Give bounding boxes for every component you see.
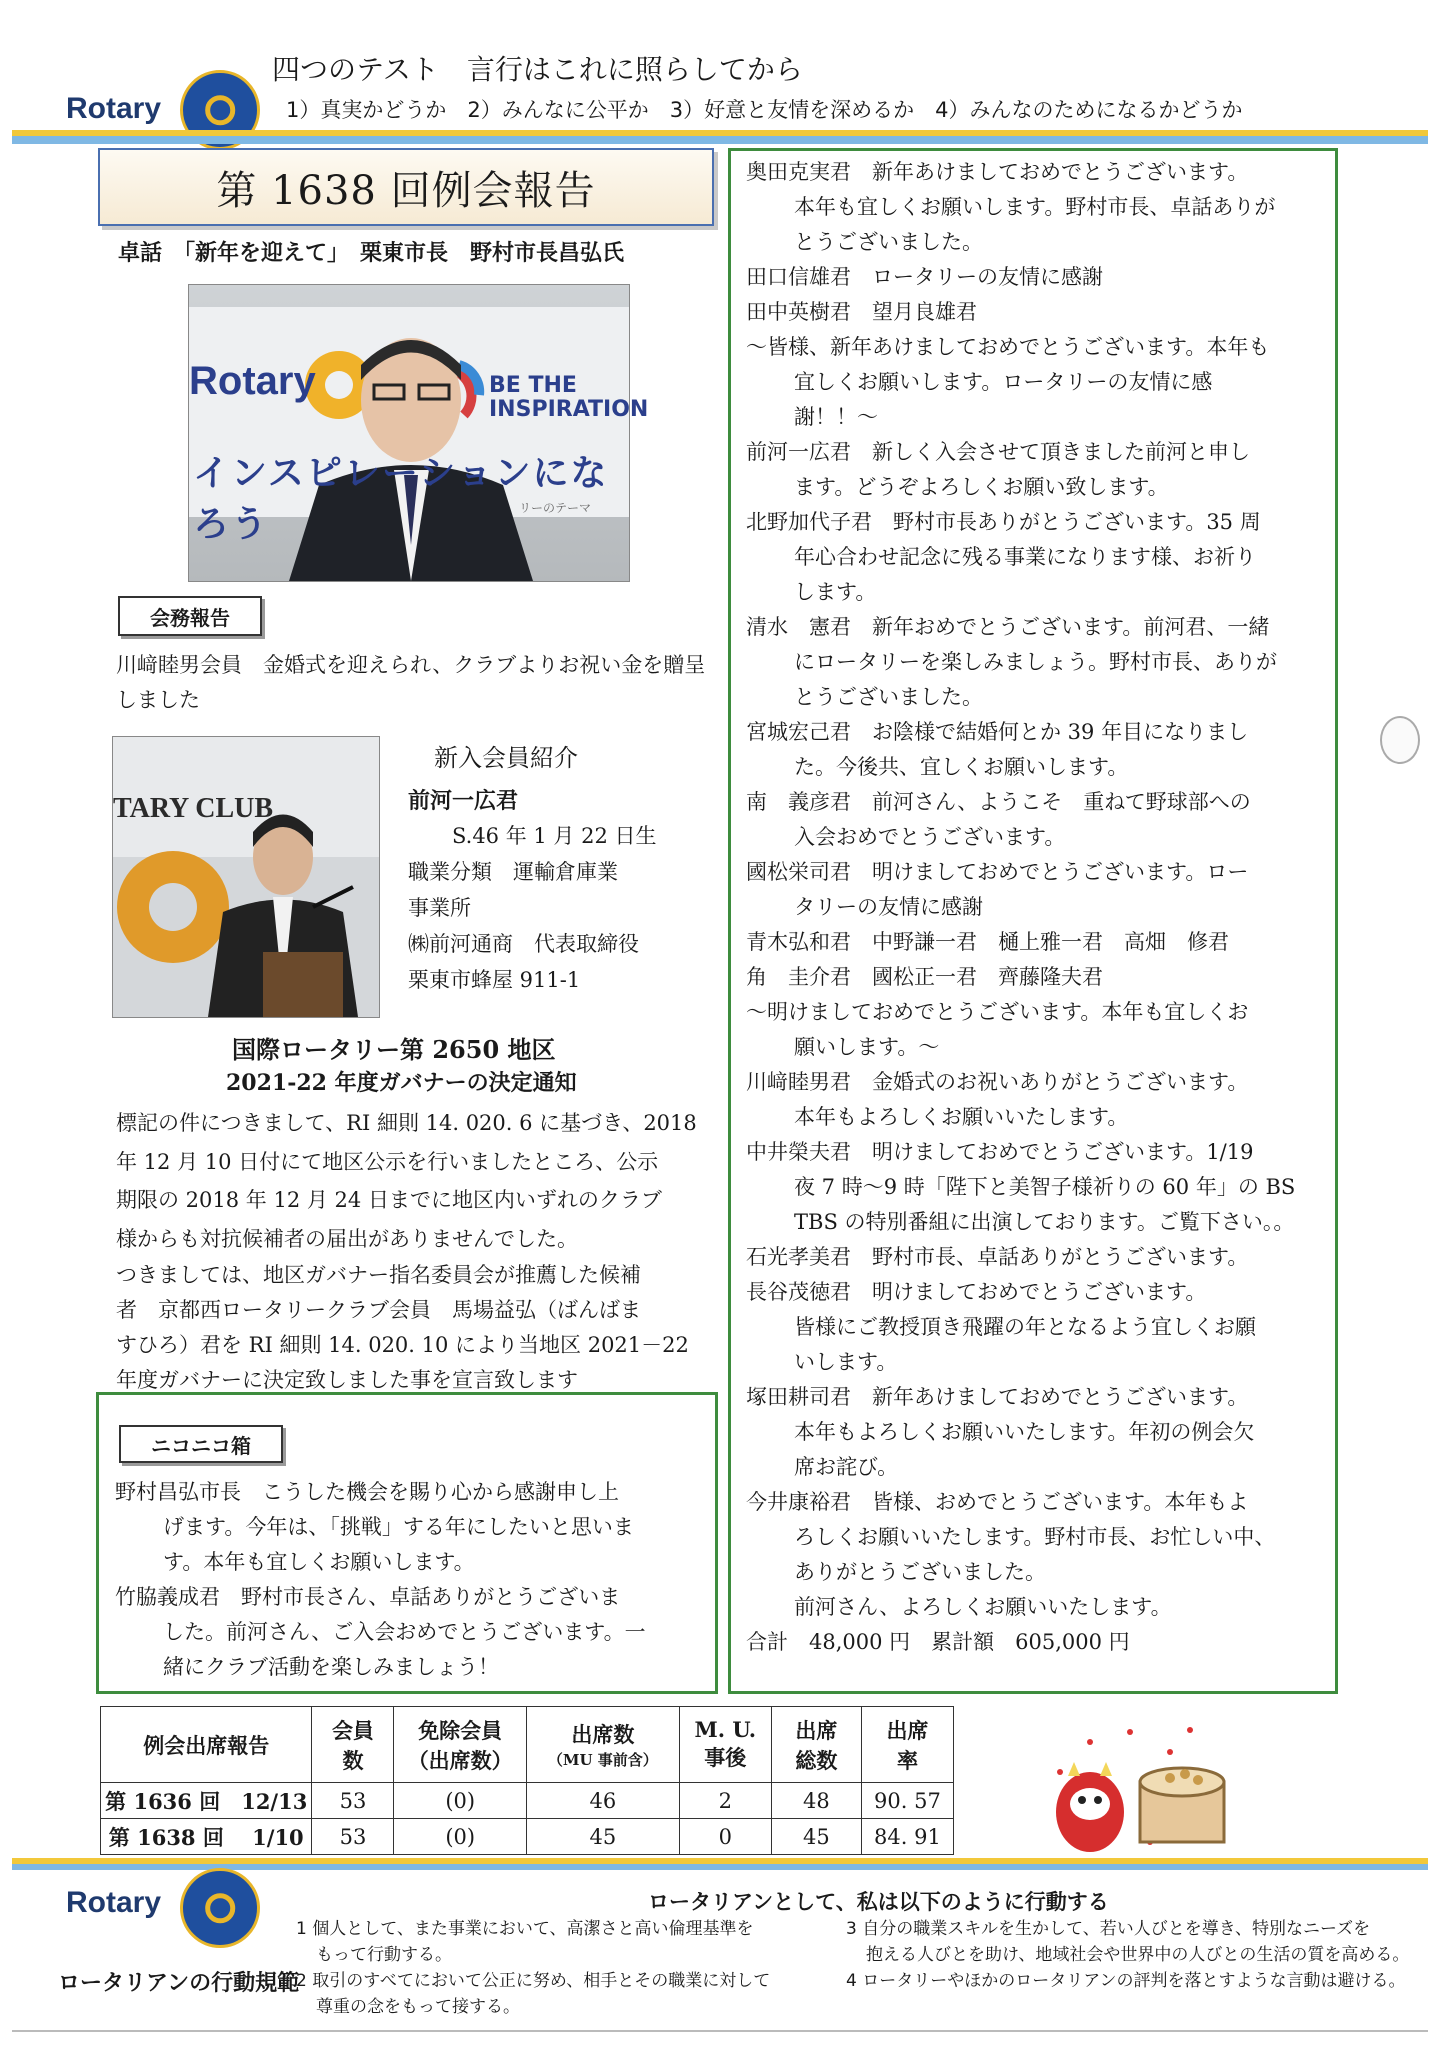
governor-line: 期限の 2018 年 12 月 24 日までに地区内いずれのクラブ <box>116 1188 662 1212</box>
niconico-line: した。前河さん、ご入会おめでとうございます。一 <box>163 1620 646 1644</box>
table-header-row <box>101 1707 954 1783</box>
code-item-line: 4 ロータリーやほかのロータリアンの評判を落とすような言動は避ける。 <box>846 1971 1406 1991</box>
message-line: 國松栄司君 明けましておめでとうございます。ロー <box>746 860 1249 884</box>
table-cell: 48 <box>771 1783 861 1819</box>
message-line: 田口信雄君 ロータリーの友情に感謝 <box>746 265 1103 289</box>
code-item-line: 1 個人として、また事業において、高潔さと高い倫理基準を <box>296 1919 754 1939</box>
message-line: ～皆様、新年あけましておめでとうございます。本年も <box>746 335 1270 359</box>
table-cell: 53 <box>312 1819 394 1855</box>
header-cell-line: 出席数 <box>571 1722 635 1747</box>
table-row <box>101 1783 954 1819</box>
message-line: 宮城宏己君 お陰様で結婚何とか 39 年目になりまし <box>746 720 1249 744</box>
header-cell <box>526 1707 679 1783</box>
message-line: 年心合わせ記念に残る事業になります様、お祈り <box>794 545 1256 569</box>
banner-rotary: Rotary <box>189 359 316 403</box>
message-line: 謝！！～ <box>794 405 878 429</box>
message-line: 塚田耕司君 新年あけましておめでとうございます。 <box>746 1385 1249 1409</box>
message-line: 入会おめでとうございます。 <box>794 825 1066 849</box>
niconico-label: ニコニコ箱 <box>119 1425 283 1463</box>
message-line: 北野加代子君 野村市長ありがとうございます。35 周 <box>746 510 1261 534</box>
new-member-office-label: 事業所 <box>408 896 471 920</box>
banner-japanese: インスピレーションになろう <box>193 453 609 545</box>
table-cell: 第 1636 回 12/13 <box>101 1783 312 1819</box>
message-line: 前河一広君 新しく入会させて頂きました前河と申し <box>746 440 1250 464</box>
new-member-photo <box>112 736 380 1018</box>
photo-club-text: TARY CLUB <box>113 793 274 824</box>
club-business-text: 川﨑睦男会員 金婚式を迎えられ、クラブよりお祝い金を贈呈しました <box>116 653 706 712</box>
new-year-illustration <box>1040 1722 1250 1862</box>
table-cell: 0 <box>679 1819 771 1855</box>
message-line: ありがとうございました。 <box>794 1560 1046 1584</box>
message-line: 中井榮夫君 明けましておめでとうございます。1/19 <box>746 1140 1254 1164</box>
message-line: TBS の特別番組に出演しております。ご覧下さい。。 <box>794 1210 1295 1234</box>
club-business-label: 会務報告 <box>118 596 262 636</box>
table-cell: 45 <box>526 1819 679 1855</box>
table-cell: 84. 91 <box>861 1819 953 1855</box>
header-cell-line: 免除会員 <box>418 1717 503 1743</box>
new-member-born: S.46 年 1 月 22 日生 <box>452 824 657 848</box>
footer-rotary-wheel-logo <box>180 1868 260 1948</box>
table-cell: 46 <box>526 1783 679 1819</box>
niconico-line: 緒にクラブ活動を楽しみましょう！ <box>163 1655 499 1679</box>
code-item-line: 3 自分の職業スキルを生かして、若い人びとを導き、特別なニーズを <box>846 1919 1371 1939</box>
code-item-line: もって行動する。 <box>316 1945 452 1965</box>
governor-line: 様からも対抗候補者の届出がありませんでした。 <box>116 1226 578 1251</box>
banner-inspiration: INSPIRATION <box>489 397 649 422</box>
message-line: 本年も宜しくお願いします。野村市長、卓話ありが <box>794 195 1276 219</box>
message-line: 角 圭介君 國松正一君 齊藤隆夫君 <box>746 965 1103 989</box>
niconico-line: 野村昌弘市長 こうした機会を賜り心から感謝申し上 <box>115 1480 619 1504</box>
code-item-3 <box>846 1916 1436 1968</box>
table-row <box>101 1819 954 1855</box>
speaker-photo <box>188 284 649 582</box>
message-line: します。 <box>794 580 877 604</box>
message-line: 本年もよろしくお願いいたします。 <box>794 1105 1129 1129</box>
message-line: 青木弘和君 中野謙一君 樋上雅一君 高畑 修君 <box>746 930 1229 954</box>
header-cell <box>861 1707 953 1783</box>
governor-text <box>116 1104 716 1398</box>
message-line: いします。 <box>794 1350 898 1374</box>
header-cell-line: 総数 <box>795 1747 838 1773</box>
header-cell-line: 事後 <box>704 1745 747 1770</box>
four-test-title: 四つのテスト 言行はこれに照らしてから <box>272 53 803 86</box>
message-line: 席お詫び。 <box>794 1455 899 1479</box>
report-title: 第 1638 回例会報告 <box>98 148 714 226</box>
header-cell: 例会出席報告 <box>101 1707 312 1783</box>
header-band-blue <box>12 136 1428 144</box>
message-line: 前河さん、よろしくお願いいたします。 <box>794 1595 1172 1619</box>
new-member-job: 職業分類 運輸倉庫業 <box>408 860 618 884</box>
message-line: ます。どうぞよろしくお願い致します。 <box>794 475 1169 499</box>
message-line: にロータリーを楽しみましょう。野村市長、ありが <box>794 650 1277 674</box>
table-cell: 45 <box>771 1819 861 1855</box>
governor-line: 年度ガバナーに決定致しました事を宣言致します <box>116 1368 578 1392</box>
message-line: とうございました。 <box>794 685 983 709</box>
new-member-company: ㈱前河通商 代表取締役 <box>408 932 639 956</box>
footer-rotary-text: Rotary <box>66 1886 162 1919</box>
header-cell-line: 率 <box>896 1747 918 1773</box>
header-cell <box>394 1707 527 1783</box>
code-item-line: 尊重の念をもって接する。 <box>316 1997 520 2017</box>
banner-small-text: リーのテーマ <box>519 501 592 515</box>
message-line: とうございました。 <box>794 230 983 254</box>
messages-list <box>746 155 1336 1660</box>
message-line: ろしくお願いいたします。野村市長、お忙しい中、 <box>794 1525 1276 1549</box>
niconico-line: 竹脇義成君 野村市長さん、卓話ありがとうございま <box>115 1585 621 1609</box>
new-member-name: 前河一広君 <box>408 788 519 814</box>
message-line: 夜 7 時～9 時「陛下と美智子様祈りの 60 年」の BS <box>794 1175 1296 1199</box>
rotary-logo-text: Rotary <box>66 92 162 125</box>
code-item-line: 抱える人びとを助け、地域社会や世界中の人びとの生活の質を高める。 <box>866 1945 1410 1965</box>
header-cell <box>771 1707 861 1783</box>
message-line: タリーの友情に感謝 <box>794 895 983 919</box>
code-heading: ロータリアンとして、私は以下のように行動する <box>648 1890 1109 1914</box>
banner-be-the: BE THE <box>489 373 577 398</box>
message-line: 皆様にご教授頂き飛躍の年となるよう宜しくお願 <box>794 1315 1256 1339</box>
header-cell-line: 出席 <box>886 1717 929 1743</box>
message-line: 本年もよろしくお願いいたします。年初の例会欠 <box>794 1420 1255 1444</box>
message-line: 田中英樹君 望月良雄君 <box>746 300 977 324</box>
governor-line: 標記の件につきまして、RI 細則 14. 020. 6 に基づき、2018 <box>116 1111 697 1135</box>
message-line: 南 義彦君 前河さん、ようこそ 重ねて野球部への <box>746 790 1251 814</box>
table-cell: (0) <box>394 1819 527 1855</box>
niconico-line: げます。今年は、「挑戦」する年にしたいと思いま <box>163 1515 634 1539</box>
table-cell: 90. 57 <box>861 1783 953 1819</box>
message-line: 川﨑睦男君 金婚式のお祝いありがとうございます。 <box>746 1070 1249 1094</box>
speech-line: 卓話 「新年を迎えて」 栗東市長 野村市長昌弘氏 <box>118 241 625 266</box>
governor-title-1: 国際ロータリー第 2650 地区 <box>232 1035 556 1064</box>
governor-line: 年 12 月 10 日付にて地区公示を行いましたところ、公示 <box>116 1149 659 1174</box>
message-line: 合計 48,000 円 累計額 605,000 円 <box>746 1630 1130 1654</box>
table-cell: 2 <box>679 1783 771 1819</box>
four-test-items: 1）真実かどうか 2）みんなに公平か 3）好意と友情を深めるか 4）みんなのためになるかどうか <box>286 98 1243 122</box>
punch-hole <box>1380 716 1420 764</box>
attendance-table <box>100 1706 954 1855</box>
header-cell-line: 数 <box>342 1747 364 1773</box>
code-of-conduct-title: ロータリアンの行動規範 <box>58 1971 300 1996</box>
message-line: た。今後共、宜しくお願いします。 <box>794 755 1129 779</box>
table-cell: (0) <box>394 1783 527 1819</box>
governor-line: すひろ）君を RI 細則 14. 020. 10 により当地区 2021－22 <box>116 1333 689 1357</box>
niconico-box <box>96 1392 718 1694</box>
header-cell-line: （MU 事前含） <box>547 1751 658 1769</box>
header-cell-line: M. U. <box>694 1717 757 1742</box>
governor-line: 者 京都西ロータリークラブ会員 馬場益弘（ばんばま <box>116 1298 641 1322</box>
code-item-1 <box>296 1916 836 1968</box>
message-line: 今井康裕君 皆様、おめでとうございます。本年もよ <box>746 1490 1249 1514</box>
message-line: 石光孝美君 野村市長、卓話ありがとうございます。 <box>746 1245 1249 1269</box>
table-cell: 第 1638 回 1/10 <box>101 1819 312 1855</box>
message-line: 奥田克実君 新年あけましておめでとうございます。 <box>746 160 1249 184</box>
new-member-address: 栗東市蜂屋 911-1 <box>408 968 581 992</box>
footer-bottom-line <box>12 2030 1428 2032</box>
header-cell-line: （出席数） <box>407 1747 513 1773</box>
code-item-line: 2 取引のすべてにおいて公正に努め、相手とその職業に対して <box>296 1971 771 1991</box>
niconico-line: す。本年も宜しくお願いします。 <box>163 1550 475 1574</box>
message-line: 宜しくお願いします。ロータリーの友情に感 <box>794 370 1213 394</box>
governor-line: つきましては、地区ガバナー指名委員会が推薦した候補 <box>116 1263 641 1287</box>
message-line: ～明けましておめでとうございます。本年も宜しくお <box>746 1000 1249 1024</box>
niconico-text <box>115 1475 715 1685</box>
code-item-2 <box>296 1968 836 2020</box>
header-cell-line: 会員 <box>331 1717 374 1743</box>
code-item-4 <box>846 1968 1436 1994</box>
header-cell-line: 出席 <box>795 1717 838 1743</box>
message-line: 願いします。～ <box>794 1035 940 1059</box>
table-cell: 53 <box>312 1783 394 1819</box>
message-line: 清水 憲君 新年おめでとうございます。前河君、一緒 <box>746 615 1270 639</box>
message-line: 長谷茂徳君 明けましておめでとうございます。 <box>746 1280 1207 1304</box>
header-cell <box>312 1707 394 1783</box>
new-member-heading: 新入会員紹介 <box>434 744 578 772</box>
header-cell <box>679 1707 771 1783</box>
governor-title-2: 2021-22 年度ガバナーの決定通知 <box>226 1070 577 1096</box>
